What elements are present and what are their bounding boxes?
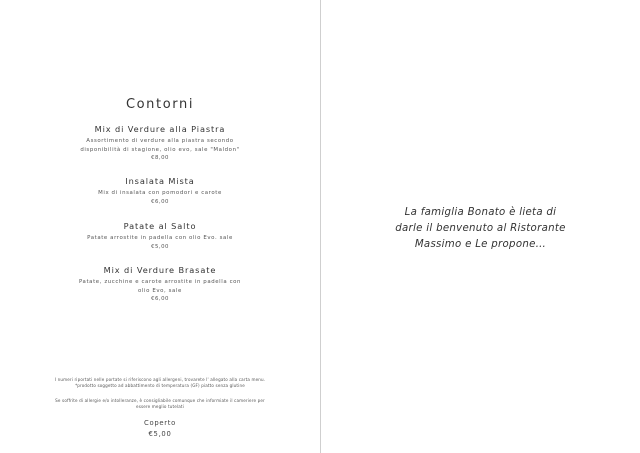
- dish-item: [60, 176, 260, 206]
- welcome-line: Massimo e Le propone…: [414, 239, 547, 250]
- menu-page-right: [321, 0, 640, 453]
- dish-name: Mix di Verdure alla Piastra: [94, 124, 226, 134]
- dish-description-line: disponibilità di stagione, olio evo, sale "Maldon": [80, 146, 240, 153]
- allergen-note-line: I numeri riportati nelle portate si riferiscono agli allergeni, trovarete l' allegato alla carta menu.: [54, 377, 266, 382]
- allergen-note-line: *prodotto soggetto ad abbattimento di temperatura (GF) piatto senza glutine: [75, 382, 245, 388]
- allergen-note: [20, 377, 300, 388]
- dish-description: [60, 234, 260, 243]
- dish-description: [60, 189, 260, 198]
- dish-description-line: Patate, zucchine e carote arrostite in padella con: [78, 279, 242, 285]
- welcome-message: [321, 205, 640, 253]
- dish-description-line: Patate arrostite in padella con olio Evo. sale: [87, 235, 233, 241]
- intolerance-note-line: Se soffrite di allergie e/o intolleranze, è consigliabile comunque che informiate il cameriere per: [55, 398, 265, 403]
- dish-name: Patate al Salto: [123, 221, 197, 231]
- welcome-line: darle il benvenuto al Ristorante: [395, 223, 566, 234]
- coperto-label: Coperto: [144, 419, 176, 427]
- dish-item: [60, 124, 260, 163]
- dish-description: [60, 137, 260, 154]
- dish-description-line: olio Evo, sale: [138, 287, 182, 294]
- dish-item: [60, 265, 260, 304]
- intolerance-note: [20, 398, 300, 409]
- dish-price: €5,00: [151, 243, 169, 250]
- dish-description-line: Mix di insalata con pomodori e carote: [98, 190, 222, 196]
- dish-price: €6,00: [151, 296, 169, 303]
- welcome-line: La famiglia Bonato è lieta di: [404, 207, 557, 218]
- dish-description-line: Assortimento di verdure alla piastra secondo: [86, 138, 234, 144]
- dish-name: Mix di Verdure Brasate: [103, 265, 217, 275]
- dish-name: Insalata Mista: [125, 176, 195, 186]
- section-title: Contorni: [125, 97, 195, 112]
- coperto-price: €5,00: [148, 430, 172, 438]
- dish-description: [60, 278, 260, 295]
- intolerance-note-line: essere meglio tutelati: [136, 403, 184, 409]
- dish-item: [60, 221, 260, 251]
- dish-price: €8,00: [151, 155, 169, 162]
- dish-price: €6,00: [151, 198, 169, 205]
